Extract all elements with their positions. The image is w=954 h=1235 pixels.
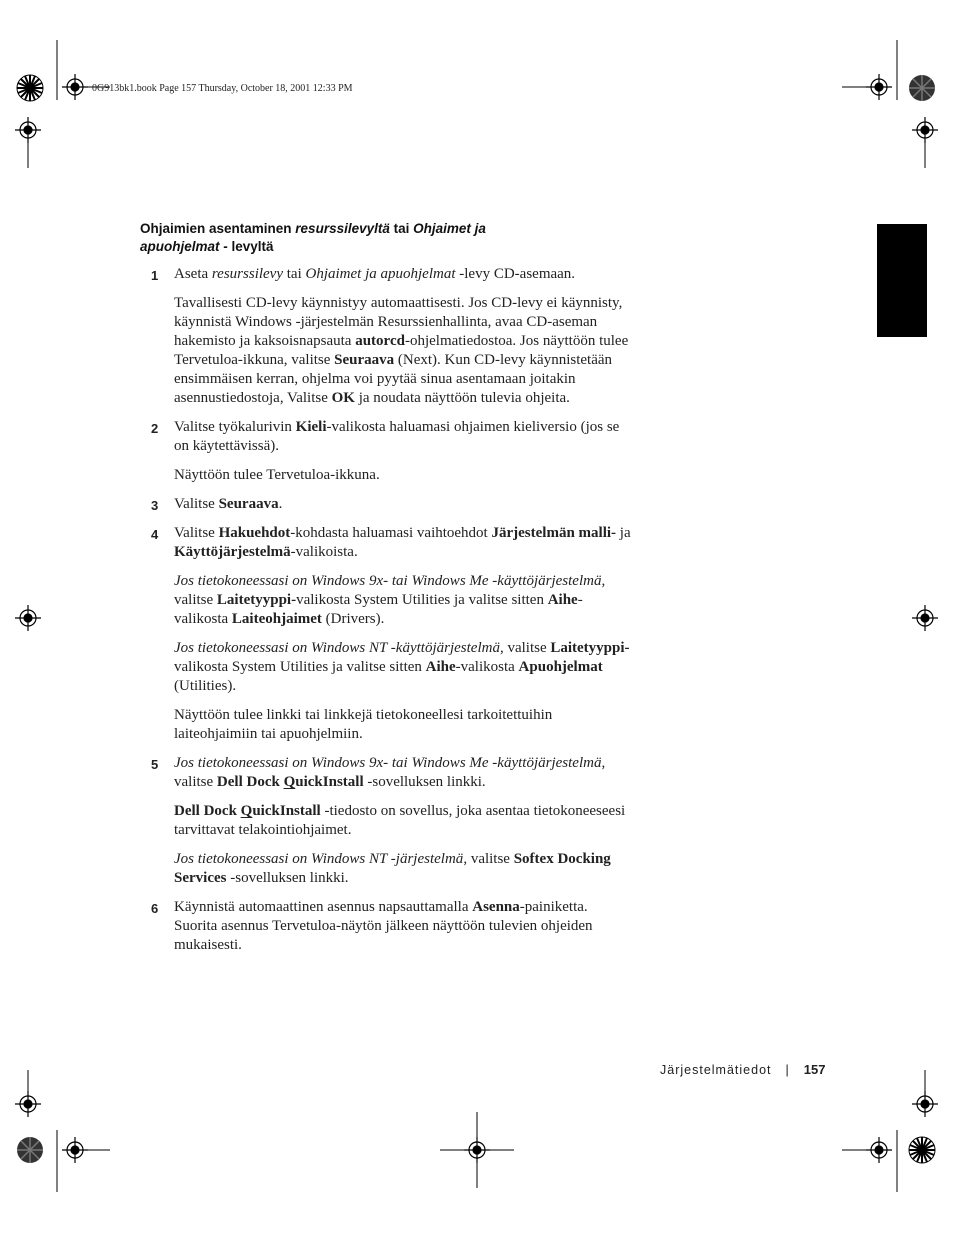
step-number: 5 [151, 757, 159, 772]
step-number: 4 [151, 527, 159, 542]
instruction-list [151, 265, 631, 965]
step-number: 2 [151, 421, 159, 436]
section-tab [877, 224, 927, 337]
step-5: 5 Jos tietokoneessasi on Windows 9x- tai Windows Me -käyttöjärjestelmä, valitse Dell Dock QuickInstall -sovelluksen linkki. Dell Dock QuickInstall -tiedosto on sovellus, joka asentaa tietokoneeseesi tarvittavat telakointiohjaimet. Jos tietokoneessasi on Windows NT -järjestelmä, valitse Softex Docking Services -sovelluksen linkki. [151, 754, 631, 898]
page-number: 157 [803, 1062, 826, 1077]
step-number: 6 [151, 901, 159, 916]
step-3: 3 Valitse Seuraava. [151, 495, 631, 524]
print-header: 0G913bk1.book Page 157 Thursday, October 18, 2001 12:33 PM [92, 83, 353, 94]
page-footer [660, 1062, 825, 1077]
step-4: 4 Valitse Hakuehdot-kohdasta haluamasi vaihtoehdot Järjestelmän malli- ja Käyttöjärjestelmä-valikoista. Jos tietokoneessasi on Windows 9x- tai Windows Me -käyttöjärjestelmä, valitse Laitetyyppi-valikosta System Utilities ja valitse sitten Aihe-valikosta Laiteohjaimet (Drivers). Jos tietokoneessasi on Windows NT -käyttöjärjestelmä, valitse Laitetyyppi-valikosta System Utilities ja valitse sitten Aihe-valikosta Apuohjelmat (Utilities). Näyttöön tulee linkki tai linkkejä tietokoneellesi tarkoitettuihin laiteohjaimiin tai apuohjelmiin. [151, 524, 631, 754]
step-2: 2 Valitse työkalurivin Kieli-valikosta haluamasi ohjaimen kieliversio (jos se on käytettävissä). Näyttöön tulee Tervetuloa-ikkuna. [151, 418, 631, 495]
footer-separator: | [785, 1063, 790, 1077]
step-number: 3 [151, 498, 159, 513]
step-number: 1 [151, 268, 159, 283]
section-heading: Ohjaimien asentaminen resurssilevyltä tai Ohjaimet ja apuohjelmat - levyltä [140, 221, 486, 254]
step-6: 6 Käynnistä automaattinen asennus napsauttamalla Asenna-painiketta. Suorita asennus Tervetuloa-näytön jälkeen näyttöön tulevien ohjeiden mukaisesti. [151, 898, 631, 965]
footer-section: Järjestelmätiedot [660, 1063, 772, 1077]
step-1: 1 Aseta resurssilevy tai Ohjaimet ja apuohjelmat -levy CD-asemaan. Tavallisesti CD-levy käynnistyy automaattisesti. Jos CD-levy ei käynnisty, käynnistä Windows -järjestelmän Resurssienhallinta, avaa CD-aseman hakemisto ja kaksoisnapsauta autorcd-ohjelmatiedostoa. Jos näyttöön tulee Tervetuloa-ikkuna, valitse Seuraava (Next). Kun CD-levy käynnistetään ensimmäisen kerran, ohjelma voi pyytää sinua asentamaan joitakin asennustiedostoja, Valitse OK ja noudata näyttöön tulevia ohjeita. [151, 265, 631, 418]
